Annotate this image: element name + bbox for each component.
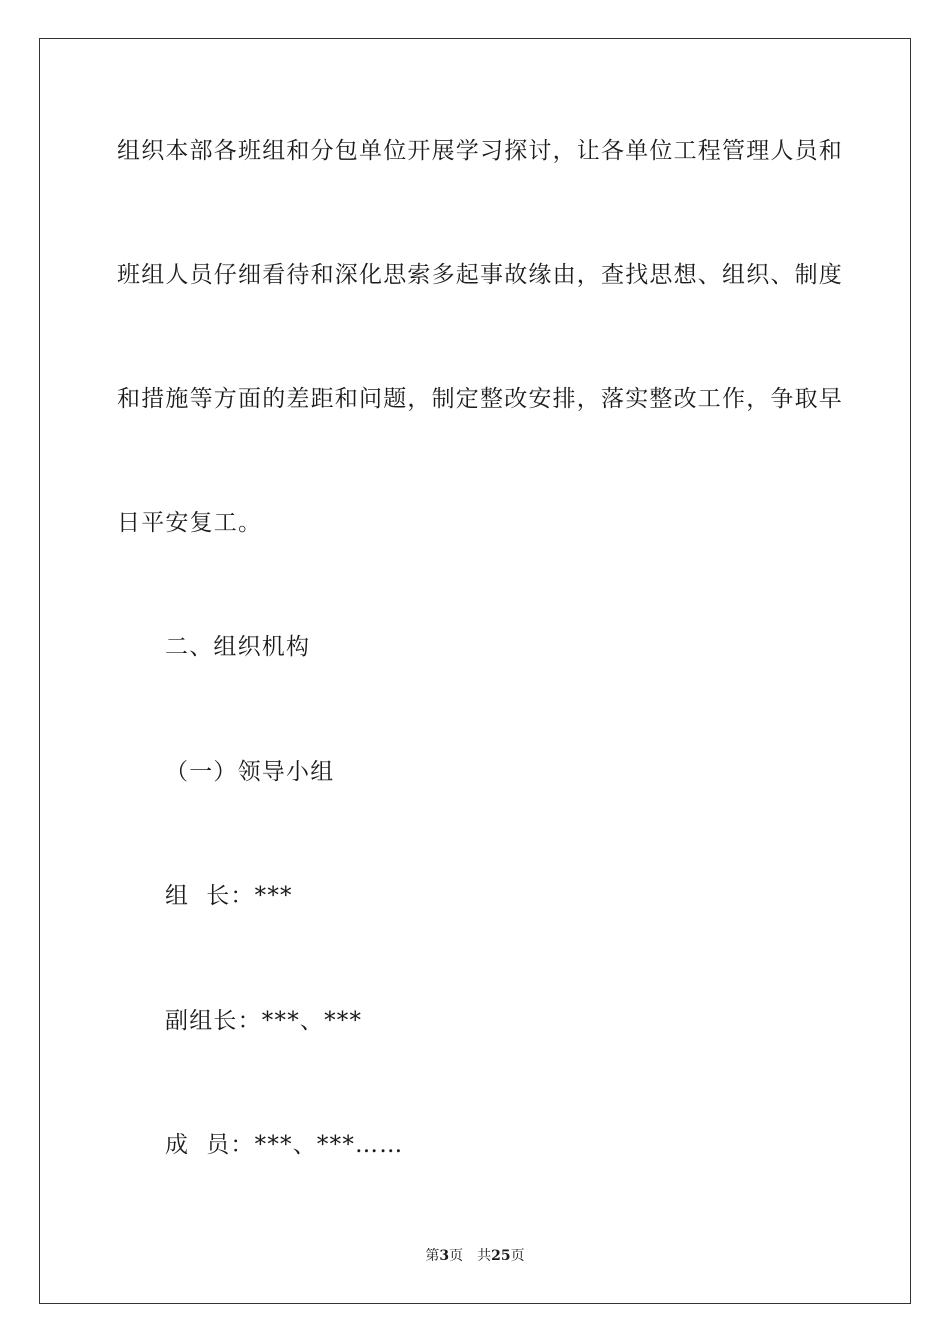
footer-page-current: 3: [439, 1248, 450, 1264]
footer-page-prefix: 第: [425, 1248, 440, 1264]
footer-page-total: 25: [491, 1248, 511, 1264]
body-paragraph-line-3: 和措施等方面的差距和问题，制定整改安排，落实整改工作，争取早: [117, 386, 843, 412]
body-paragraph-line-1: 组织本部各班组和分包单位开展学习探讨，让各单位工程管理人员和: [117, 138, 843, 164]
footer-total-suffix: 页: [510, 1248, 525, 1264]
member-deputy-leader: 副组长：***、***: [165, 1008, 363, 1034]
footer-total-prefix: 共: [477, 1248, 492, 1264]
member-members: 成 员：***、***……: [165, 1132, 404, 1158]
page-border: [39, 38, 911, 1304]
member-leader: 组 长：***: [165, 883, 293, 909]
footer-page-suffix: 页: [449, 1248, 464, 1264]
body-paragraph-line-2: 班组人员仔细看待和深化思索多起事故缘由，查找思想、组织、制度: [117, 262, 843, 288]
page-footer: [0, 1246, 950, 1266]
subsection-heading: （一）领导小组: [165, 759, 335, 785]
section-heading: 二、组织机构: [165, 634, 311, 660]
body-paragraph-line-4: 日平安复工。: [117, 510, 263, 536]
